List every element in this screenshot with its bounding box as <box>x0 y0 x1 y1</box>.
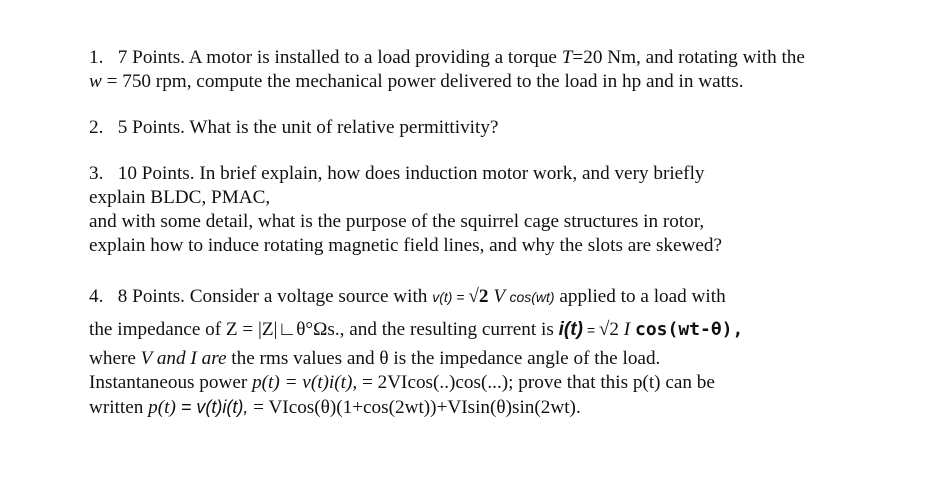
q4-rms-symbols: V and I are <box>140 348 227 369</box>
q4-voltage-function: v(t) <box>432 289 453 305</box>
q4-number: 4. <box>89 286 104 307</box>
q4-current-symbol: I <box>619 319 635 340</box>
q1-text-b: =20 Nm, and rotating with the <box>572 47 805 68</box>
q3-line-2 <box>89 186 270 210</box>
q1-text-c: = 750 rpm, compute the mechanical power delivered to the load in hp and in watts. <box>101 71 744 92</box>
q1-line-1 <box>89 46 805 70</box>
q3-line-4 <box>89 234 722 258</box>
q2-line-1 <box>89 116 498 140</box>
q4-power-symbol: p(t) <box>148 397 176 418</box>
q1-line-2 <box>89 70 744 94</box>
q4-current-equals: = <box>582 322 599 338</box>
q4-voltage-equals: = <box>452 289 469 305</box>
q4-text-f: Instantaneous power <box>89 372 253 393</box>
q4-text-g: = 2VIcos(..)cos(...); prove that this p(t) can be <box>357 372 715 393</box>
q4-current-cos: cos(wt-θ), <box>634 319 744 340</box>
q4-text-h: written <box>89 397 149 418</box>
q3-line-1 <box>89 162 705 186</box>
q4-power-expression: p(t) = v(t)i(t), <box>252 372 358 393</box>
q1-text-a: 7 Points. A motor is installed to a load providing a torque <box>117 47 562 68</box>
q2-text: 5 Points. What is the unit of relative permittivity? <box>117 117 499 138</box>
q4-text-c: the impedance of Z = |Z|∟θ°Ωs., and the resulting current is <box>89 319 559 340</box>
q4-line-3 <box>89 347 660 371</box>
q4-line-4 <box>89 371 715 395</box>
q4-line-5 <box>89 395 581 420</box>
q4-line-2 <box>89 318 743 342</box>
q2-number: 2. <box>89 117 104 138</box>
q4-current-sqrt: √2 <box>598 319 619 340</box>
q4-text-i: = VIcos(θ)(1+cos(2wt))+VIsin(θ)sin(2wt). <box>248 397 581 418</box>
q4-voltage-cos: cos(wt) <box>509 289 555 305</box>
q4-voltage-symbol: V <box>488 286 510 307</box>
q1-speed-symbol: w <box>89 71 102 92</box>
q3-text-1: 10 Points. In brief explain, how does induction motor work, and very briefly <box>117 163 705 184</box>
q1-torque-symbol: T <box>561 47 573 68</box>
q4-text-d: where <box>89 348 141 369</box>
q3-text-2: explain BLDC, PMAC, <box>89 187 271 208</box>
q4-text-b: applied to a load with <box>554 286 726 307</box>
q3-number: 3. <box>89 163 104 184</box>
q3-text-3: and with some detail, what is the purpose of the squirrel cage structures in rotor, <box>89 211 705 232</box>
q4-power-product: v(t)i(t), <box>196 397 249 417</box>
q4-voltage-sqrt: √2 <box>468 286 489 307</box>
q4-text-a: 8 Points. Consider a voltage source with <box>117 286 433 307</box>
q1-number: 1. <box>89 47 104 68</box>
q3-line-3 <box>89 210 704 234</box>
q4-text-e: the rms values and θ is the impedance angle of the load. <box>226 348 661 369</box>
q4-current-function: i(t) <box>558 319 583 340</box>
q4-power-equals: = <box>175 397 197 417</box>
q4-line-1 <box>89 285 726 309</box>
q3-text-4: explain how to induce rotating magnetic field lines, and why the slots are skewed? <box>89 235 723 256</box>
